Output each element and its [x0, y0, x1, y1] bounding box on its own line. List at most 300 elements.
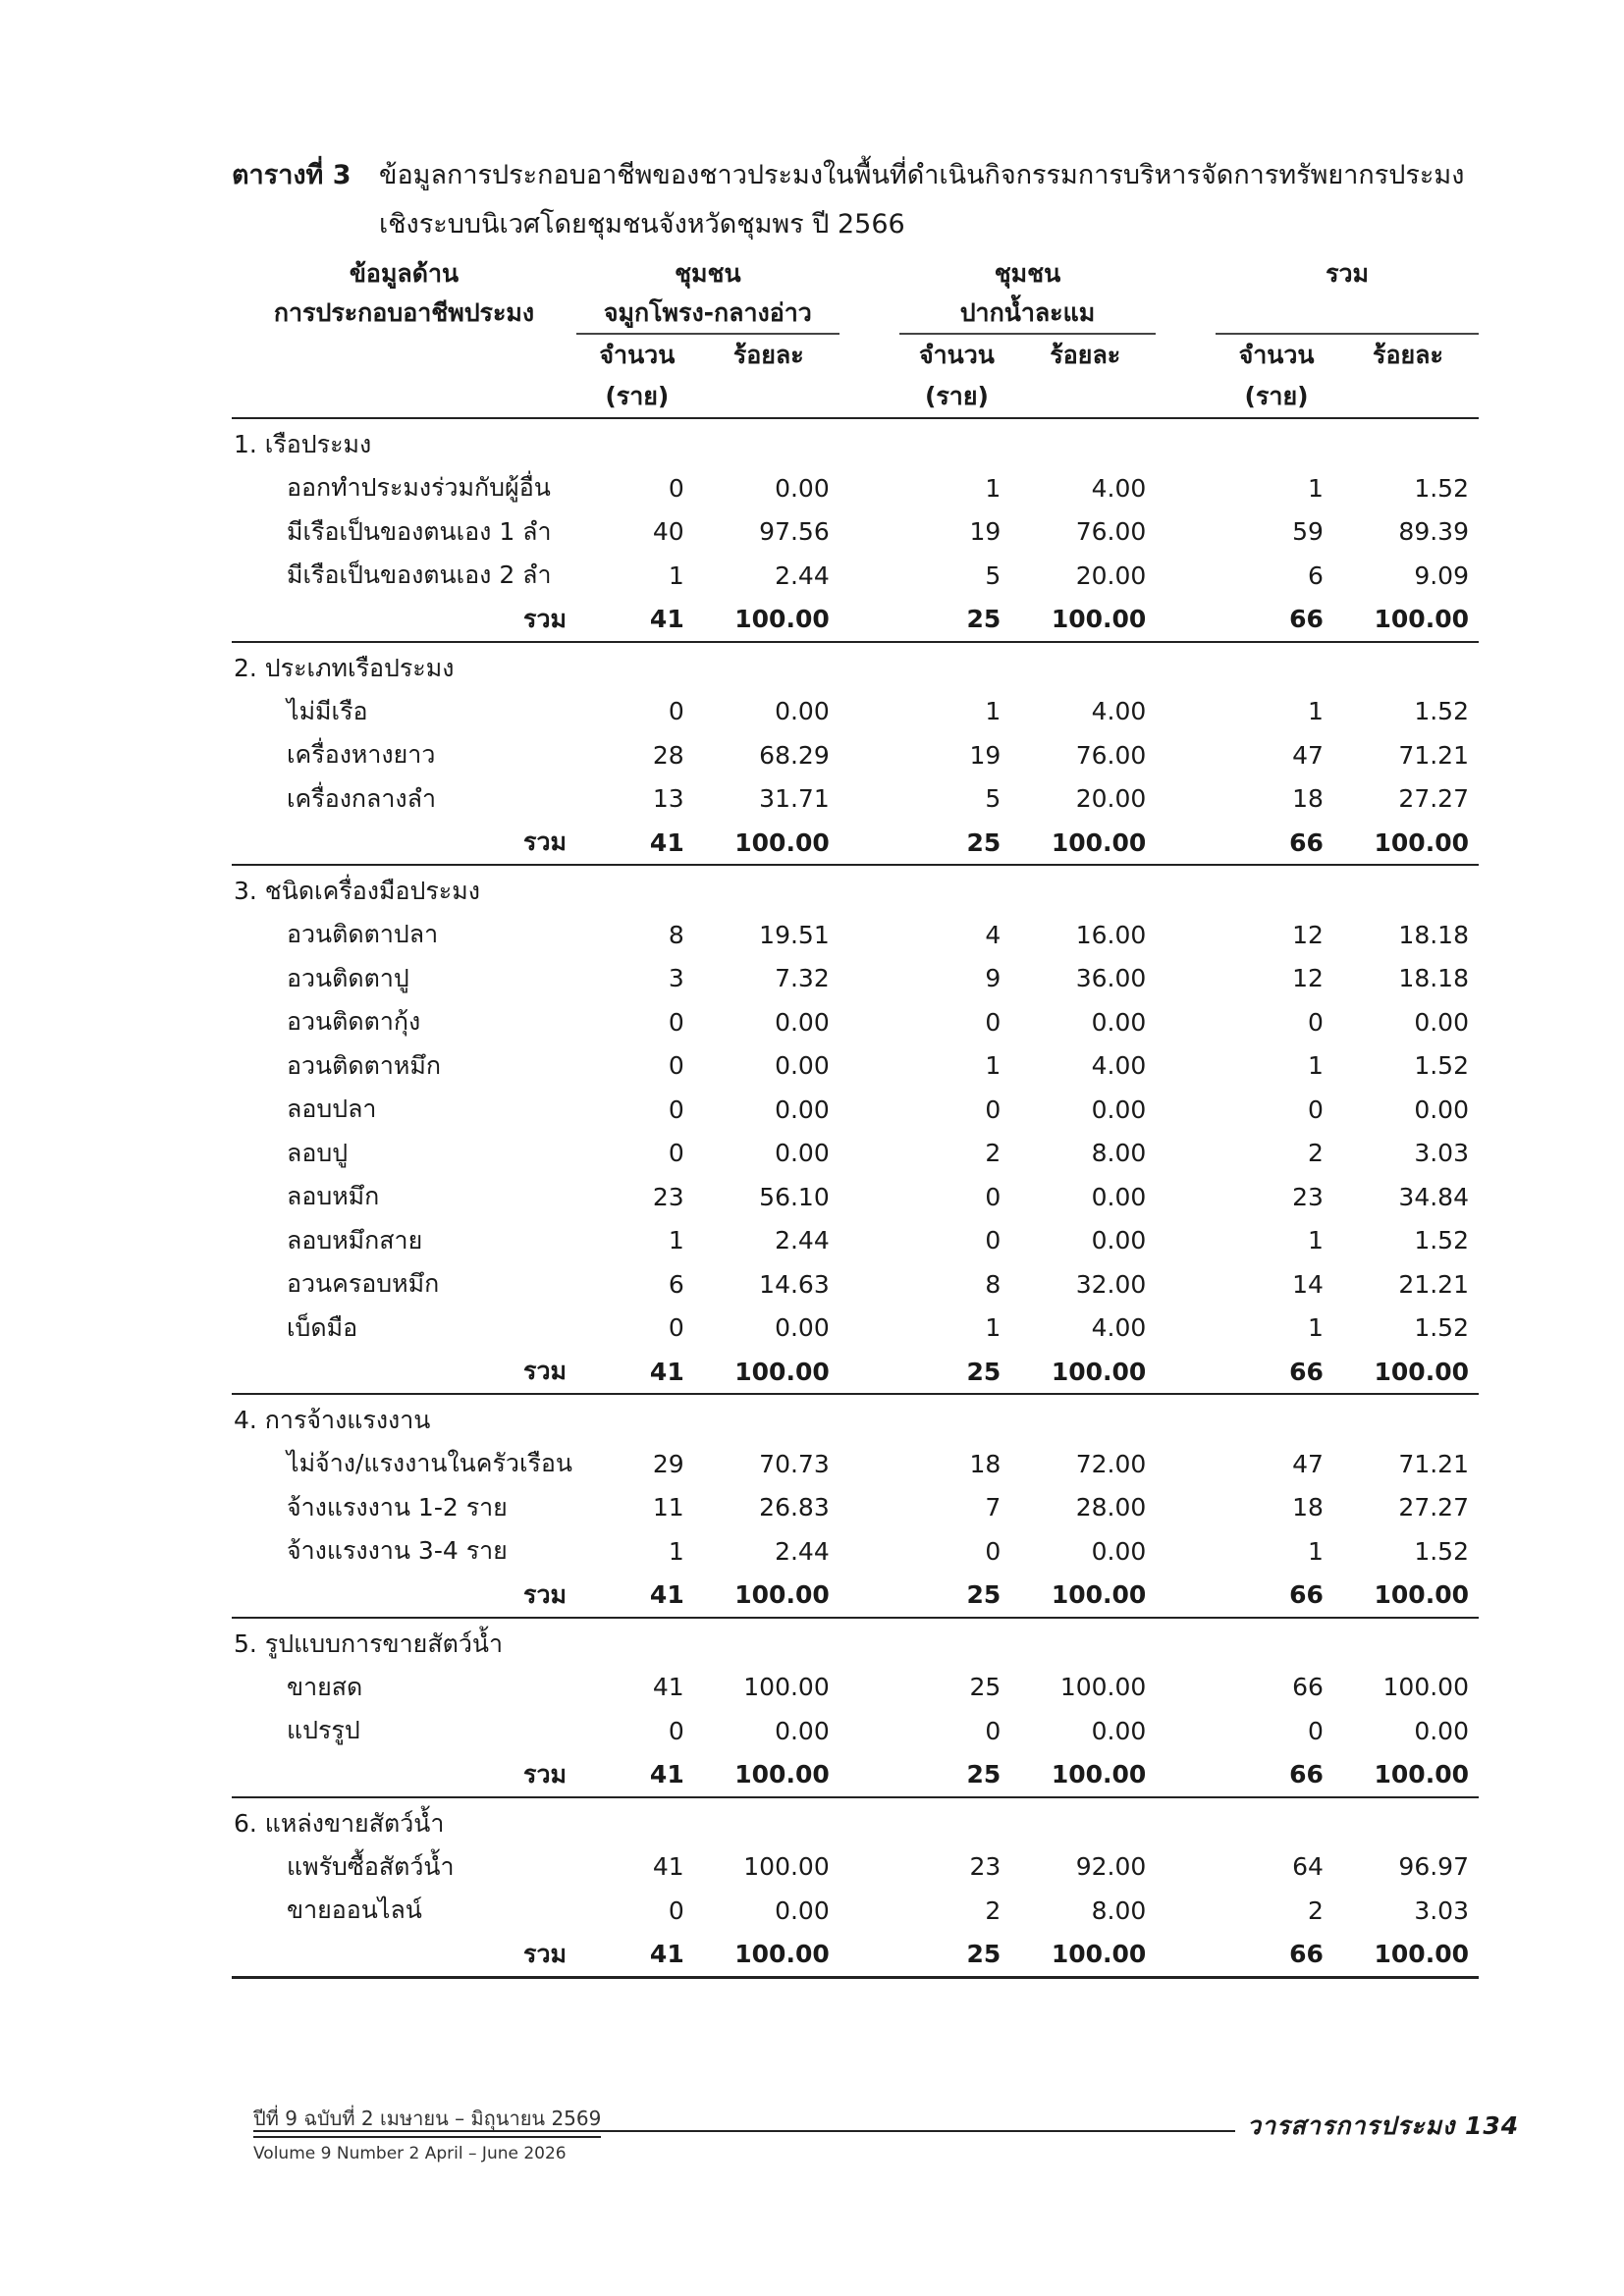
percent-cell: 14.63: [759, 1269, 830, 1299]
table-row: [232, 957, 1479, 1001]
percent-cell: 0.00: [1414, 1716, 1469, 1745]
percent-cell: 100.00: [698, 1574, 839, 1618]
header-group-3-rule: [1216, 294, 1479, 335]
count-cell: 0: [985, 1095, 1001, 1124]
percent-cell: 8.00: [1091, 1139, 1147, 1168]
spacer-cell: [1156, 1175, 1216, 1219]
table-row: [232, 510, 1479, 555]
header-percent-1: ร้อยละ: [698, 335, 839, 418]
row-label: ไม่จ้าง/แรงงานในครัวเรือน: [287, 1449, 573, 1478]
count-cell: 28: [652, 740, 684, 770]
percent-cell: 100.00: [698, 1933, 839, 1978]
count-cell: 64: [1292, 1852, 1324, 1882]
count-cell: 0: [985, 1226, 1001, 1255]
percent-cell: 0.00: [775, 1095, 830, 1124]
percent-cell: 100.00: [698, 821, 839, 865]
percent-cell: 100.00: [1382, 1673, 1469, 1702]
table-header: [232, 250, 1479, 418]
spacer-cell: [839, 957, 899, 1001]
count-cell: 25: [899, 821, 1015, 865]
count-cell: 0: [668, 1095, 684, 1124]
section-row: [232, 1797, 1479, 1845]
percent-cell: 100.00: [743, 1673, 830, 1702]
count-cell: 2: [1308, 1896, 1324, 1925]
spacer-cell: [1156, 1000, 1216, 1044]
header-group-2-line2: ปากน้ำละแม: [899, 294, 1157, 335]
table-row: [232, 1088, 1479, 1132]
table-row: [232, 733, 1479, 777]
spacer-cell: [1156, 821, 1216, 865]
spacer-cell: [839, 777, 899, 822]
percent-cell: 0.00: [775, 1716, 830, 1745]
percent-cell: 3.03: [1414, 1139, 1469, 1168]
percent-cell: 36.00: [1075, 964, 1147, 993]
row-label: อวนติดตากุ้ง: [287, 1007, 421, 1037]
caption-line-1: [232, 151, 1489, 200]
count-cell: 41: [652, 1852, 684, 1882]
spacer-cell: [839, 554, 899, 598]
percent-cell: 2.44: [775, 561, 830, 590]
count-cell: 18: [1292, 784, 1324, 814]
count-cell: 23: [969, 1852, 1001, 1882]
header-count-3: [1216, 335, 1337, 418]
spacer-cell: [839, 821, 899, 865]
spacer-cell: [1156, 1933, 1216, 1978]
count-cell: 25: [899, 1933, 1015, 1978]
percent-cell: 0.00: [1091, 1182, 1147, 1211]
percent-cell: 76.00: [1075, 517, 1147, 547]
percent-cell: 1.52: [1414, 1536, 1469, 1566]
spacer-cell: [839, 1666, 899, 1710]
percent-cell: 100.00: [1059, 1673, 1147, 1702]
percent-cell: 21.21: [1398, 1269, 1469, 1299]
percent-cell: 100.00: [698, 1753, 839, 1797]
count-cell: 1: [985, 1313, 1001, 1343]
count-cell: 18: [969, 1449, 1001, 1478]
table-row: [232, 777, 1479, 822]
spacer-cell: [839, 510, 899, 555]
count-cell: 6: [668, 1269, 684, 1299]
spacer-cell: [1156, 1350, 1216, 1394]
count-cell: 66: [1216, 1933, 1337, 1978]
percent-cell: 100.00: [1014, 1933, 1156, 1978]
count-cell: 2: [985, 1896, 1001, 1925]
spacer-cell: [1156, 1753, 1216, 1797]
count-cell: 41: [652, 1673, 684, 1702]
count-cell: 1: [1308, 1313, 1324, 1343]
percent-cell: 1.52: [1414, 1313, 1469, 1343]
percent-cell: 100.00: [698, 1350, 839, 1394]
spacer-cell: [1156, 1529, 1216, 1574]
percent-cell: 100.00: [1014, 1574, 1156, 1618]
percent-cell: 27.27: [1398, 1493, 1469, 1522]
count-cell: 23: [652, 1182, 684, 1211]
count-cell: 0: [985, 1536, 1001, 1566]
count-cell: 59: [1292, 517, 1324, 547]
footer-rule: [253, 2130, 1235, 2132]
percent-cell: 0.00: [775, 1051, 830, 1081]
spacer-cell: [1156, 733, 1216, 777]
percent-cell: 100.00: [743, 1852, 830, 1882]
table-row: [232, 1529, 1479, 1574]
count-cell: 1: [1308, 697, 1324, 726]
percent-cell: 18.18: [1398, 920, 1469, 949]
count-cell: 9: [985, 964, 1001, 993]
spacer-cell: [839, 1529, 899, 1574]
count-cell: 66: [1216, 821, 1337, 865]
count-cell: 1: [1308, 1051, 1324, 1081]
count-cell: 4: [985, 920, 1001, 949]
count-cell: 0: [985, 1007, 1001, 1037]
row-label: อวนติดตาปลา: [287, 920, 439, 949]
count-cell: 0: [1308, 1007, 1324, 1037]
table-row: [232, 1709, 1479, 1753]
spacer-cell: [839, 913, 899, 957]
percent-cell: 7.32: [775, 964, 830, 993]
row-label: ลอบหมึกสาย: [287, 1225, 423, 1255]
count-cell: 41: [576, 1350, 698, 1394]
percent-cell: 0.00: [775, 1007, 830, 1037]
percent-cell: 0.00: [775, 473, 830, 503]
row-label: อวนติดตาปู: [287, 963, 409, 992]
count-cell: 0: [1308, 1095, 1324, 1124]
header-first-col: [232, 250, 576, 335]
count-cell: 41: [576, 598, 698, 642]
count-cell: 66: [1216, 1574, 1337, 1618]
total-row: [232, 1933, 1479, 1978]
table-row: [232, 1219, 1479, 1263]
count-cell: 12: [1292, 920, 1324, 949]
occupation-table: [232, 250, 1479, 1979]
footer-issue: [253, 2103, 601, 2163]
count-cell: 0: [668, 1007, 684, 1037]
count-cell: 41: [576, 1933, 698, 1978]
section-title: 2. ประเภทเรือประมง: [234, 653, 455, 682]
percent-cell: 4.00: [1091, 1313, 1147, 1343]
count-cell: 1: [1308, 1536, 1324, 1566]
table-row: [232, 554, 1479, 598]
percent-cell: 3.03: [1414, 1896, 1469, 1925]
spacer-cell: [839, 1574, 899, 1618]
spacer-cell: [1156, 913, 1216, 957]
total-label: รวม: [232, 1574, 576, 1618]
spacer-cell: [839, 1088, 899, 1132]
footer-issue-th: ปีที่ 9 ฉบับที่ 2 เมษายน – มิถุนายน 2569: [253, 2103, 601, 2138]
total-label: รวม: [232, 1933, 576, 1978]
table-row: [232, 1175, 1479, 1219]
table-row: [232, 690, 1479, 734]
percent-cell: 100.00: [1337, 1753, 1479, 1797]
count-cell: 0: [668, 1313, 684, 1343]
spacer-cell: [839, 1219, 899, 1263]
spacer-cell: [839, 1307, 899, 1351]
spacer-cell: [1156, 1132, 1216, 1176]
header-percent-3: ร้อยละ: [1337, 335, 1479, 418]
percent-cell: 4.00: [1091, 1051, 1147, 1081]
header-group-3: [1216, 250, 1479, 335]
header-group-1: [576, 250, 839, 335]
spacer-cell: [1156, 554, 1216, 598]
header-group-1-line2: จมูกโพรง-กลางอ่าว: [576, 294, 839, 335]
spacer-cell: [1156, 1574, 1216, 1618]
count-cell: 23: [1292, 1182, 1324, 1211]
row-label: อวนครอบหมึก: [287, 1269, 440, 1299]
count-cell: 2: [985, 1139, 1001, 1168]
percent-cell: 100.00: [1014, 1350, 1156, 1394]
table-row: [232, 1307, 1479, 1351]
row-label: มีเรือเป็นของตนเอง 2 ลำ: [287, 561, 552, 590]
header-count-unit: (ราย): [605, 382, 670, 410]
row-label: เบ็ดมือ: [287, 1312, 358, 1342]
count-cell: 0: [668, 1716, 684, 1745]
count-cell: 0: [668, 1896, 684, 1925]
percent-cell: 89.39: [1398, 517, 1469, 547]
spacer-cell: [1156, 1262, 1216, 1307]
row-label: แพรับซื้อสัตว์น้ำ: [287, 1851, 455, 1881]
count-cell: 0: [668, 473, 684, 503]
table-row: [232, 1666, 1479, 1710]
header-group-1-line1: ชุมชน: [675, 259, 741, 288]
count-cell: 66: [1216, 1350, 1337, 1394]
header-count-unit: (ราย): [1244, 382, 1309, 410]
table-row: [232, 1889, 1479, 1933]
count-cell: 0: [668, 1051, 684, 1081]
percent-cell: 27.27: [1398, 784, 1469, 814]
table-row: [232, 1486, 1479, 1530]
spacer-cell: [1156, 777, 1216, 822]
row-label: อวนติดตาหมึก: [287, 1050, 441, 1080]
section-row: [232, 642, 1479, 690]
spacer-cell: [1156, 1486, 1216, 1530]
spacer-cell: [839, 1000, 899, 1044]
header-count-unit: (ราย): [924, 382, 989, 410]
percent-cell: 100.00: [1337, 598, 1479, 642]
count-cell: 1: [1308, 1226, 1324, 1255]
total-row: [232, 821, 1479, 865]
count-cell: 40: [652, 517, 684, 547]
percent-cell: 31.71: [759, 784, 830, 814]
percent-cell: 0.00: [775, 1896, 830, 1925]
header-first-col-line1: ข้อมูลด้าน: [349, 259, 460, 288]
total-label: รวม: [232, 1753, 576, 1797]
total-label: รวม: [232, 1350, 576, 1394]
count-cell: 47: [1292, 1449, 1324, 1478]
count-cell: 5: [985, 784, 1001, 814]
count-cell: 13: [652, 784, 684, 814]
count-cell: 8: [668, 920, 684, 949]
spacer-cell: [839, 733, 899, 777]
spacer-cell: [839, 466, 899, 510]
spacer-cell: [1156, 690, 1216, 734]
row-label: มีเรือเป็นของตนเอง 1 ลำ: [287, 516, 552, 546]
footer-issue-en: Volume 9 Number 2 April – June 2026: [253, 2144, 567, 2163]
count-cell: 1: [668, 1226, 684, 1255]
percent-cell: 32.00: [1075, 1269, 1147, 1299]
table-row: [232, 466, 1479, 510]
count-cell: 8: [985, 1269, 1001, 1299]
count-cell: 6: [1308, 561, 1324, 590]
spacer-cell: [839, 1933, 899, 1978]
count-cell: 25: [969, 1673, 1001, 1702]
table-row: [232, 913, 1479, 957]
spacer-cell: [1156, 1044, 1216, 1089]
spacer-cell: [839, 1262, 899, 1307]
percent-cell: 0.00: [1091, 1716, 1147, 1745]
count-cell: 0: [668, 697, 684, 726]
count-cell: 2: [1308, 1139, 1324, 1168]
section-title: 1. เรือประมง: [234, 430, 372, 458]
count-cell: 41: [576, 1753, 698, 1797]
percent-cell: 100.00: [1014, 598, 1156, 642]
percent-cell: 70.73: [759, 1449, 830, 1478]
spacer-cell: [839, 1753, 899, 1797]
table-row: [232, 1132, 1479, 1176]
caption-label: ตารางที่ 3: [232, 160, 352, 190]
header-count-2: [899, 335, 1015, 418]
spacer-cell: [1156, 1666, 1216, 1710]
percent-cell: 19.51: [759, 920, 830, 949]
count-cell: 47: [1292, 740, 1324, 770]
count-cell: 14: [1292, 1269, 1324, 1299]
count-cell: 0: [668, 1139, 684, 1168]
header-count-label: จำนวน: [918, 341, 995, 369]
count-cell: 29: [652, 1449, 684, 1478]
table-row: [232, 1845, 1479, 1890]
spacer-cell: [1156, 1307, 1216, 1351]
count-cell: 66: [1216, 1753, 1337, 1797]
percent-cell: 100.00: [698, 598, 839, 642]
spacer-cell: [1156, 1845, 1216, 1890]
spacer-cell: [839, 1709, 899, 1753]
count-cell: 1: [668, 1536, 684, 1566]
row-label: ไม่มีเรือ: [287, 696, 368, 725]
spacer-cell: [1156, 1219, 1216, 1263]
table-caption: [232, 151, 1489, 249]
row-label: จ้างแรงงาน 1-2 ราย: [287, 1492, 508, 1522]
header-group-2-line1: ชุมชน: [994, 259, 1061, 288]
count-cell: 0: [985, 1716, 1001, 1745]
percent-cell: 20.00: [1075, 561, 1147, 590]
spacer-cell: [1156, 466, 1216, 510]
percent-cell: 76.00: [1075, 740, 1147, 770]
row-label: ลอบปลา: [287, 1095, 377, 1124]
percent-cell: 0.00: [775, 1313, 830, 1343]
spacer-cell: [1156, 598, 1216, 642]
section-title: 5. รูปแบบการขายสัตว์น้ำ: [234, 1629, 503, 1658]
percent-cell: 0.00: [1091, 1536, 1147, 1566]
percent-cell: 100.00: [1337, 821, 1479, 865]
percent-cell: 100.00: [1337, 1933, 1479, 1978]
percent-cell: 20.00: [1075, 784, 1147, 814]
count-cell: 12: [1292, 964, 1324, 993]
percent-cell: 71.21: [1398, 1449, 1469, 1478]
total-row: [232, 1574, 1479, 1618]
section-row: [232, 418, 1479, 466]
header-count-1: [576, 335, 698, 418]
row-label: แปรรูป: [287, 1716, 360, 1745]
percent-cell: 97.56: [759, 517, 830, 547]
count-cell: 1: [668, 561, 684, 590]
total-row: [232, 1753, 1479, 1797]
table-row: [232, 1442, 1479, 1486]
row-label: เครื่องกลางลำ: [287, 783, 436, 813]
count-cell: 1: [985, 697, 1001, 726]
header-percent-2: ร้อยละ: [1014, 335, 1156, 418]
spacer-cell: [839, 1350, 899, 1394]
total-label: รวม: [232, 821, 576, 865]
table-row: [232, 1044, 1479, 1089]
count-cell: 25: [899, 1574, 1015, 1618]
count-cell: 19: [969, 517, 1001, 547]
spacer-cell: [839, 1442, 899, 1486]
spacer-cell: [1156, 1088, 1216, 1132]
spacer-cell: [1156, 1709, 1216, 1753]
percent-cell: 100.00: [1337, 1574, 1479, 1618]
count-cell: 11: [652, 1493, 684, 1522]
percent-cell: 4.00: [1091, 473, 1147, 503]
percent-cell: 92.00: [1075, 1852, 1147, 1882]
section-title: 6. แหล่งขายสัตว์น้ำ: [234, 1808, 445, 1838]
count-cell: 19: [969, 740, 1001, 770]
row-label: เครื่องหางยาว: [287, 740, 436, 770]
caption-text-2: เชิงระบบนิเวศโดยชุมชนจังหวัดชุมพร ปี 2566: [379, 209, 905, 240]
spacer-cell: [839, 598, 899, 642]
spacer-cell: [1156, 510, 1216, 555]
table-row: [232, 1262, 1479, 1307]
spacer-cell: [1156, 1889, 1216, 1933]
spacer-cell: [839, 1889, 899, 1933]
percent-cell: 0.00: [1091, 1226, 1147, 1255]
total-row: [232, 598, 1479, 642]
count-cell: 1: [985, 473, 1001, 503]
percent-cell: 2.44: [775, 1536, 830, 1566]
count-cell: 66: [1292, 1673, 1324, 1702]
row-label: ขายออนไลน์: [287, 1896, 422, 1925]
header-count-label: จำนวน: [1238, 341, 1315, 369]
spacer-cell: [1156, 1442, 1216, 1486]
table-row: [232, 1000, 1479, 1044]
percent-cell: 1.52: [1414, 1226, 1469, 1255]
percent-cell: 28.00: [1075, 1493, 1147, 1522]
table-body: [232, 418, 1479, 1977]
percent-cell: 9.09: [1414, 561, 1469, 590]
count-cell: 25: [899, 1753, 1015, 1797]
percent-cell: 2.44: [775, 1226, 830, 1255]
spacer-cell: [839, 1175, 899, 1219]
spacer-cell: [839, 1486, 899, 1530]
percent-cell: 1.52: [1414, 1051, 1469, 1081]
percent-cell: 1.52: [1414, 473, 1469, 503]
percent-cell: 1.52: [1414, 697, 1469, 726]
percent-cell: 0.00: [775, 1139, 830, 1168]
spacer-cell: [839, 1132, 899, 1176]
spacer-cell: [839, 1044, 899, 1089]
row-label: จ้างแรงงาน 3-4 ราย: [287, 1536, 508, 1566]
count-cell: 41: [576, 821, 698, 865]
percent-cell: 0.00: [775, 697, 830, 726]
percent-cell: 56.10: [759, 1182, 830, 1211]
count-cell: 0: [1308, 1716, 1324, 1745]
count-cell: 41: [576, 1574, 698, 1618]
spacer-cell: [839, 690, 899, 734]
percent-cell: 8.00: [1091, 1896, 1147, 1925]
count-cell: 66: [1216, 598, 1337, 642]
total-row: [232, 1350, 1479, 1394]
count-cell: 1: [985, 1051, 1001, 1081]
percent-cell: 68.29: [759, 740, 830, 770]
percent-cell: 0.00: [1414, 1007, 1469, 1037]
count-cell: 5: [985, 561, 1001, 590]
